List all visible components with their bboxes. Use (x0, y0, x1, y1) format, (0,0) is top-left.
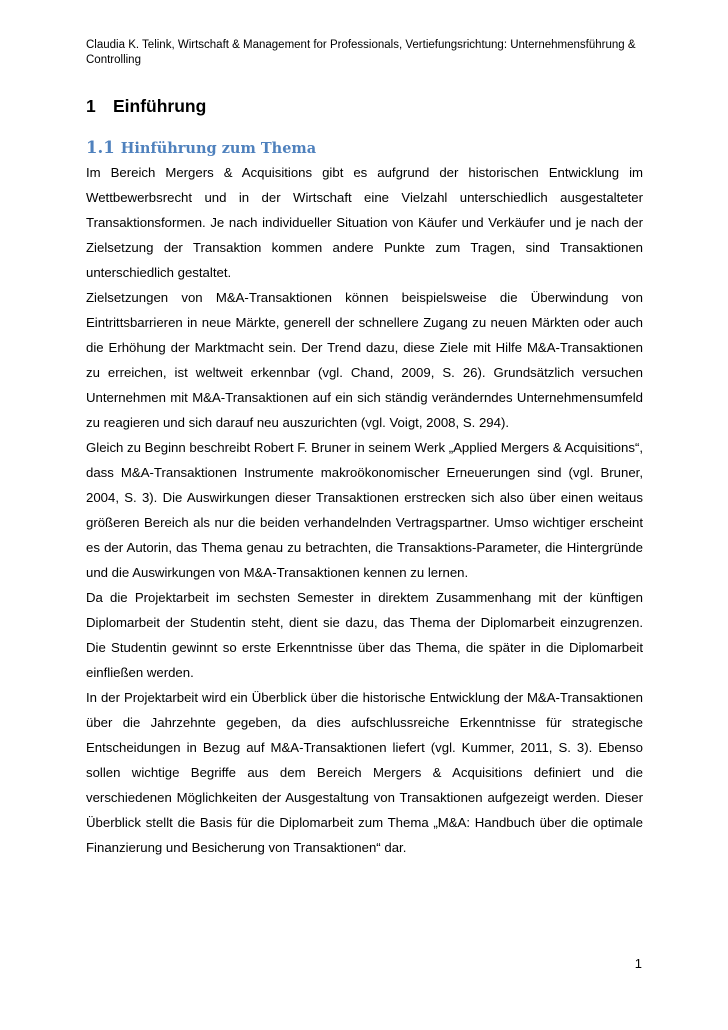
section-number: 1.1 (86, 138, 115, 157)
paragraph: Gleich zu Beginn beschreibt Robert F. Bruner in seinem Werk „Applied Mergers & Acquisitions“, dass M&A-Transaktionen Instrumente makroökonomischer Erneuerungen sind (vgl. Bruner, 2004, S. 3). Die Auswirkungen dieser Transaktionen erstrecken sich also über einen weitaus größeren Bereich als nur die beiden verhandelnden Vertragspartner. Umso wichtiger erscheint es der Autorin, das Thema genau zu betrachten, die Transaktions-Parameter, die Hintergründe und die Auswirkungen von M&A-Transaktionen kennen zu lernen. (86, 440, 643, 580)
paragraph: Zielsetzungen von M&A-Transaktionen können beispielsweise die Überwindung von Eintrittsbarrieren in neue Märkte, generell der schnellere Zugang zu neuen Märkten oder auch die Erhöhung der Marktmacht sein. Der Trend dazu, diese Ziele mit Hilfe M&A-Transaktionen zu erreichen, ist weltweit erkennbar (vgl. Chand, 2009, S. 26). Grundsätzlich versuchen Unternehmen mit M&A-Transaktionen auf ein sich ständig veränderndes Unternehmensumfeld zu reagieren und sich darauf neu auszurichten (vgl. Voigt, 2008, S. 294). (86, 290, 643, 430)
paragraph: Im Bereich Mergers & Acquisitions gibt es aufgrund der historischen Entwicklung im Wettbewerbsrecht und in der Wirtschaft eine Vielzahl unterschiedlich ausgestalteter Transaktionsformen. Je nach individueller Situation von Käufer und Verkäufer und je nach der Zielsetzung der Transaktion kommen andere Punkte zum Tragen, sind Transaktionen unterschiedlich gestaltet. (86, 165, 643, 280)
running-header: Claudia K. Telink, Wirtschaft & Management for Professionals, Vertiefungsrichtung: Unternehmensführung & Controlling (86, 39, 636, 66)
chapter-title: Einführung (113, 96, 207, 116)
section-title: Hinführung zum Thema (120, 140, 317, 157)
chapter-heading (86, 95, 643, 117)
page-number: 1 (634, 956, 642, 971)
chapter-number: 1 (86, 96, 96, 116)
body-text (86, 160, 643, 860)
paragraph: In der Projektarbeit wird ein Überblick über die historische Entwicklung der M&A-Transaktionen über die Jahrzehnte gegeben, da dies aufschlussreiche Erkenntnisse für strategische Entscheidungen in Bezug auf M&A-Transaktionen liefert (vgl. Kummer, 2011, S. 3). Ebenso sollen wichtige Begriffe aus dem Bereich Mergers & Acquisitions definiert und die verschiedenen Möglichkeiten der Ausgestaltung von Transaktionen aufgezeigt werden. Dieser Überblick stellt die Basis für die Diplomarbeit zum Thema „M&A: Handbuch über die optimale Finanzierung und Besicherung von Transaktionen“ dar. (86, 690, 643, 855)
paragraph: Da die Projektarbeit im sechsten Semester in direktem Zusammenhang mit der künftigen Diplomarbeit der Studentin steht, dient sie dazu, das Thema der Diplomarbeit einzugrenzen. Die Studentin gewinnt so erste Erkenntnisse über das Thema, die später in die Diplomarbeit einfließen werden. (86, 590, 643, 680)
section-heading (86, 137, 643, 160)
document-page (86, 38, 643, 860)
